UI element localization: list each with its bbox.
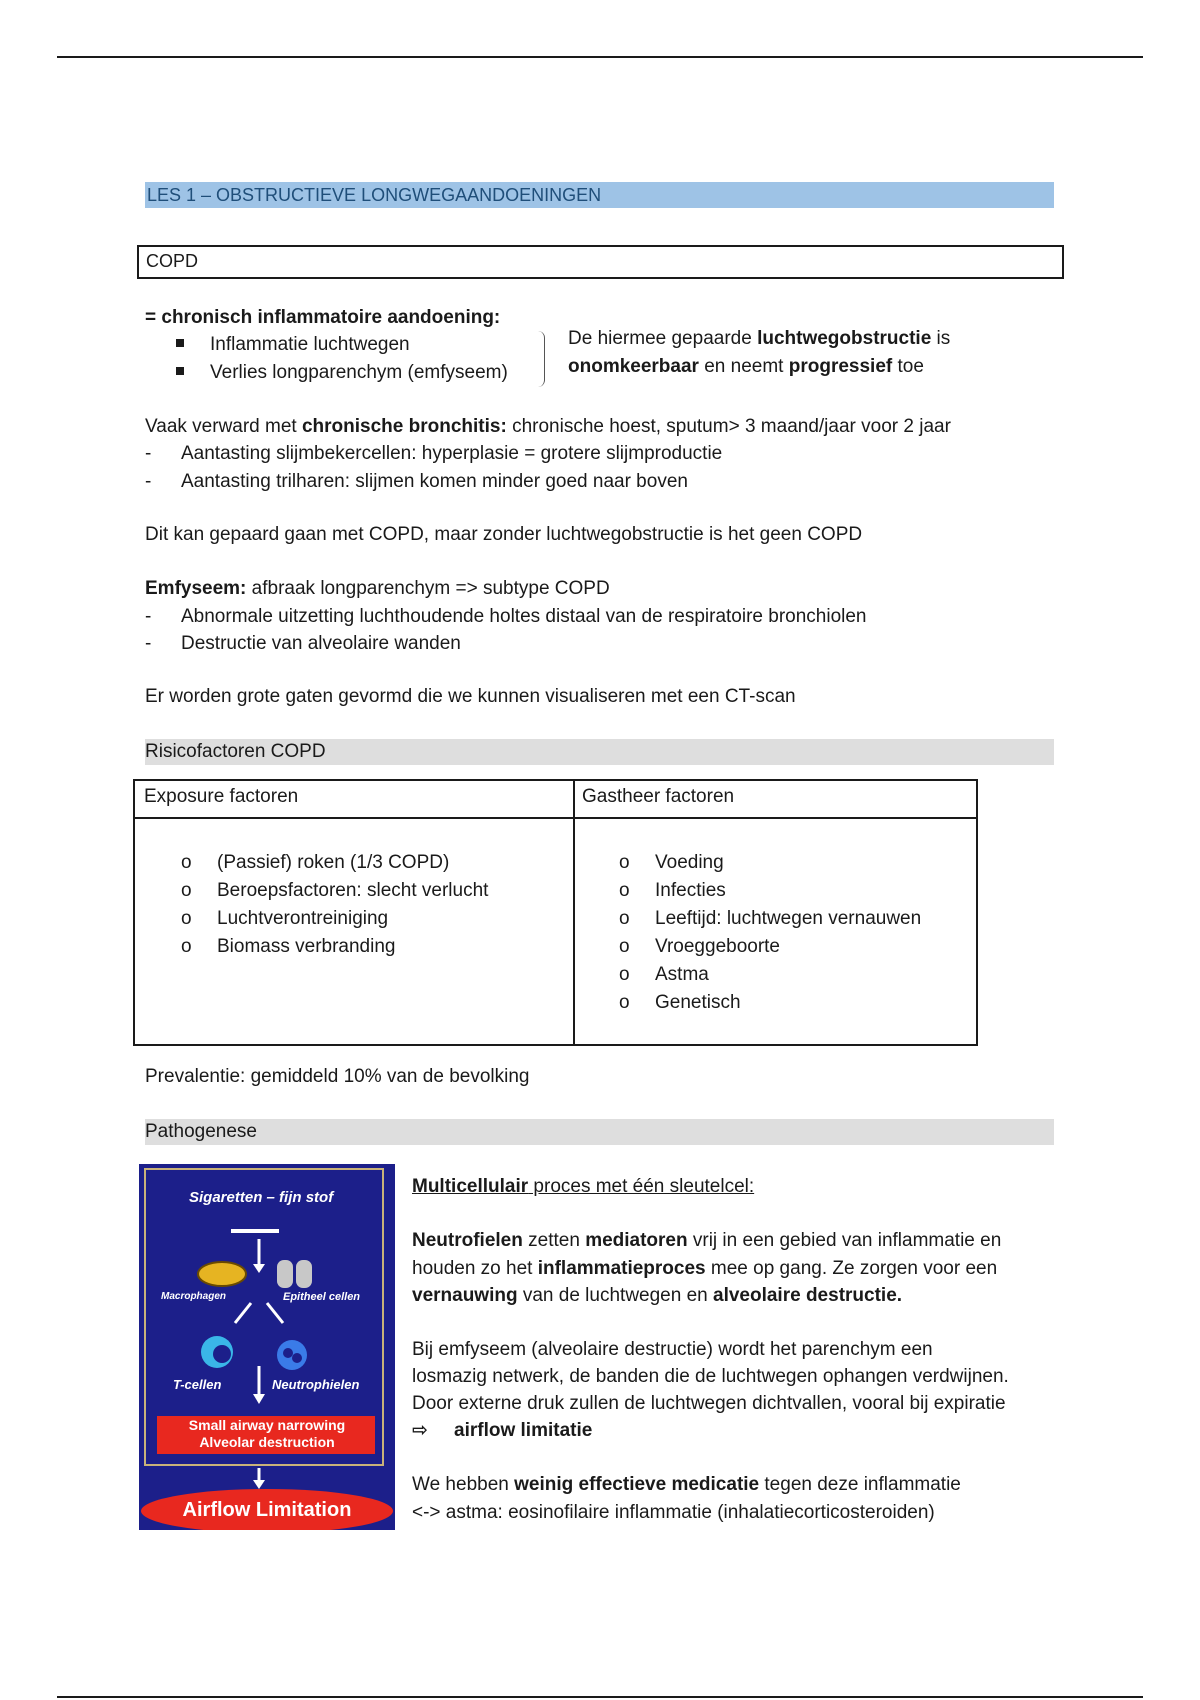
arrow-head <box>253 1394 265 1404</box>
column-header-host: Gastheer factoren <box>582 786 735 807</box>
macrophage-icon <box>198 1262 246 1286</box>
para3-line: <-> astma: eosinofilaire inflammatie (inhalatiecorticosteroiden) <box>412 1502 935 1523</box>
list-item: o Biomass verbranding <box>181 936 396 957</box>
list-item: o Beroepsfactoren: slecht verlucht <box>181 880 489 901</box>
exposure-list <box>181 849 488 961</box>
para1-line: vernauwing van de luchtwegen en alveolaire destructie. <box>412 1285 903 1306</box>
label-airflow: Airflow Limitation <box>182 1499 352 1521</box>
epithelial-cell-icon <box>296 1260 312 1288</box>
para3-line: We hebben weinig effectieve medicatie tegen deze inflammatie <box>412 1474 961 1495</box>
risk-table <box>133 779 978 1046</box>
label-macrophagen: Macrophagen <box>161 1291 227 1302</box>
host-list <box>619 849 921 1017</box>
definition-note: De hiermee gepaarde luchtwegobstructie is <box>568 328 951 349</box>
brace-icon <box>538 331 545 387</box>
label-outcome-1: Small airway narrowing <box>188 1417 346 1433</box>
neutrophil-nucleus <box>283 1348 293 1358</box>
diagram-label-top: Sigaretten – fijn stof <box>189 1189 334 1206</box>
table-divider <box>573 781 575 1044</box>
para2-line: Bij emfyseem (alveolaire destructie) wordt het parenchym een <box>412 1339 933 1360</box>
table-divider <box>135 817 976 819</box>
arrow-head <box>253 1480 265 1489</box>
list-item: o Voeding <box>619 852 724 873</box>
list-item: o Infecties <box>619 880 726 901</box>
diagram-graphics <box>139 1164 395 1530</box>
list-item: o (Passief) roken (1/3 COPD) <box>181 852 450 873</box>
lesson-title: LES 1 – OBSTRUCTIEVE LONGWEGAANDOENINGEN <box>145 182 1054 208</box>
list-item: o Genetisch <box>619 992 741 1013</box>
copd-note: Dit kan gepaard gaan met COPD, maar zonder luchtwegobstructie is het geen COPD <box>145 524 863 545</box>
arrow-icon <box>267 1303 283 1323</box>
emfyseem-item: - Abnormale uitzetting luchthoudende holtes distaal van de respiratoire bronchiolen <box>145 606 867 627</box>
emfyseem-line: Emfyseem: afbraak longparenchym => subtype COPD <box>145 578 610 599</box>
emfyseem-item: - Destructie van alveolaire wanden <box>145 633 461 654</box>
arrow-right-icon: ⇨ <box>412 1420 428 1441</box>
arrow-icon <box>235 1303 251 1323</box>
definition-heading: = chronisch inflammatoire aandoening: <box>145 307 501 328</box>
square-bullet-icon <box>176 339 184 347</box>
list-item: o Vroeggeboorte <box>619 936 781 957</box>
label-outcome-2: Alveolar destruction <box>199 1434 335 1450</box>
definition-note: onomkeerbaar en neemt progressief toe <box>568 356 924 377</box>
diagram-bar <box>231 1229 279 1233</box>
pathogenese-heading: Multicellulair proces met één sleutelcel: <box>412 1176 755 1197</box>
para2-line: ⇨ airflow limitatie <box>412 1417 592 1444</box>
pathogenesis-diagram <box>139 1164 395 1530</box>
ct-note: Er worden grote gaten gevormd die we kunnen visualiseren met een CT-scan <box>145 686 796 707</box>
epithelial-cell-icon <box>277 1260 293 1288</box>
para2-line: losmazig netwerk, de banden die de luchtwegen ophangen verdwijnen. <box>412 1366 1009 1387</box>
neutrophil-nucleus <box>292 1353 302 1363</box>
definition-bullet: Inflammatie luchtwegen <box>176 331 410 358</box>
column-header-exposure: Exposure factoren <box>144 786 299 807</box>
bronchitis-line: Vaak verward met chronische bronchitis: chronische hoest, sputum> 3 maand/jaar voor 2 jaar <box>145 416 951 437</box>
list-item: o Leeftijd: luchtwegen vernauwen <box>619 908 922 929</box>
list-item: o Astma <box>619 964 709 985</box>
list-item: o Luchtverontreiniging <box>181 908 389 929</box>
para2-line: Door externe druk zullen de luchtwegen dichtvallen, vooral bij expiratie <box>412 1393 1006 1414</box>
prevalence-text: Prevalentie: gemiddeld 10% van de bevolking <box>145 1066 530 1087</box>
copd-title-box: COPD <box>137 245 1064 279</box>
label-neutrophielen: Neutrophielen <box>272 1377 360 1392</box>
pathogenese-section-title: Pathogenese <box>145 1119 1054 1145</box>
arrow-head <box>253 1264 265 1273</box>
definition-bullet: Verlies longparenchym (emfyseem) <box>176 359 508 386</box>
para1-line: Neutrofielen zetten mediatoren vrij in een gebied van inflammatie en <box>412 1230 1002 1251</box>
label-epitheel: Epitheel cellen <box>283 1291 361 1303</box>
bronchitis-item: - Aantasting slijmbekercellen: hyperplasie = grotere slijmproductie <box>145 443 723 464</box>
risk-section-title: Risicofactoren COPD <box>145 739 1054 765</box>
bottom-rule <box>57 1696 1143 1698</box>
square-bullet-icon <box>176 367 184 375</box>
para1-line: houden zo het inflammatieproces mee op gang. Ze zorgen voor een <box>412 1258 998 1279</box>
top-rule <box>57 56 1143 58</box>
bronchitis-item: - Aantasting trilharen: slijmen komen minder goed naar boven <box>145 471 688 492</box>
t-cell-nucleus <box>213 1345 231 1363</box>
label-tcellen: T-cellen <box>173 1377 222 1392</box>
